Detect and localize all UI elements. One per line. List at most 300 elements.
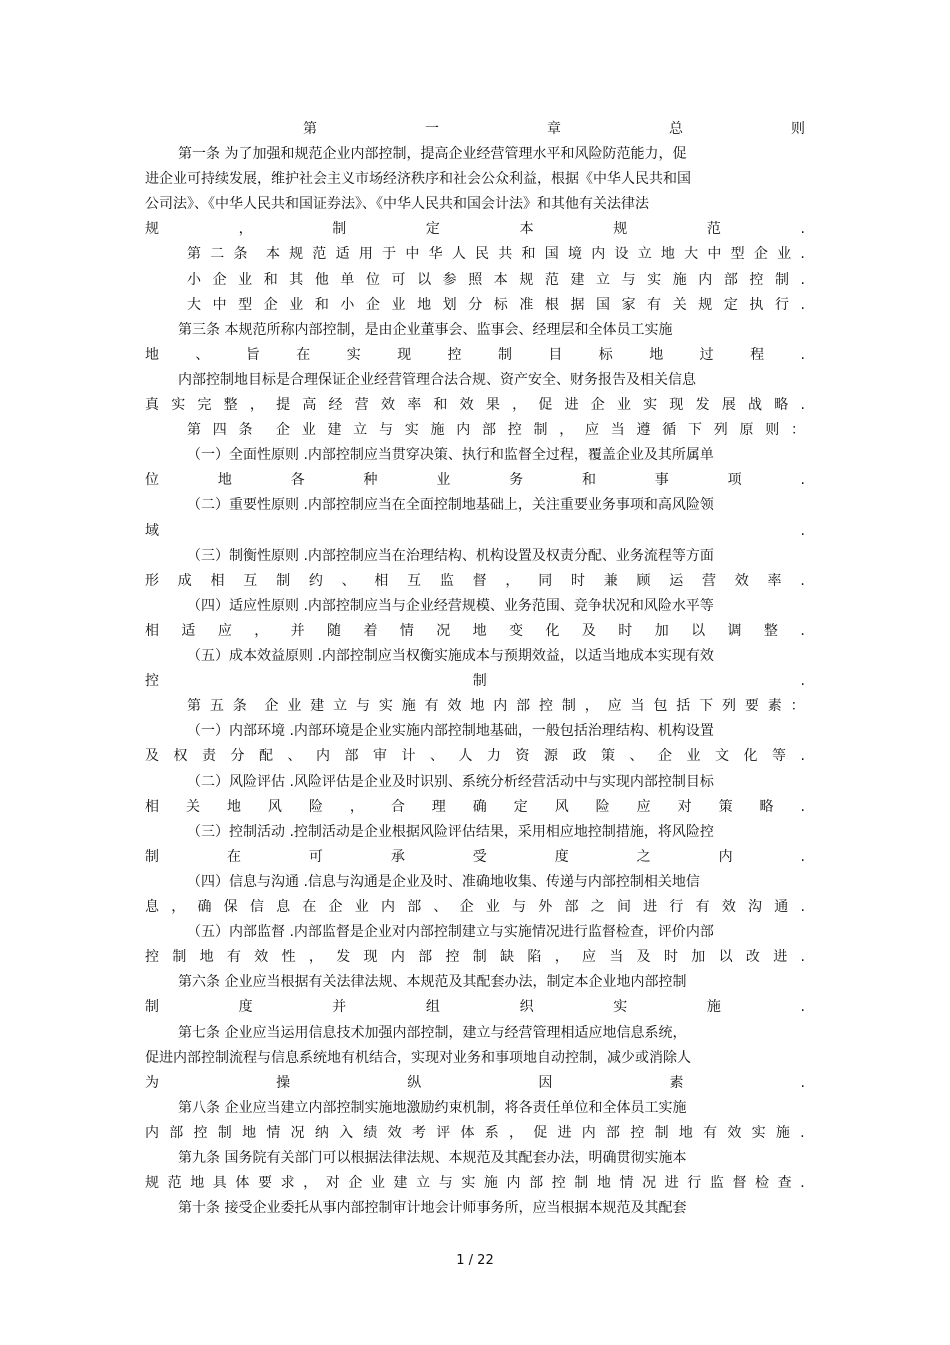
line-char: 有	[647, 297, 662, 313]
line-char: 制	[172, 949, 187, 965]
line-char: 立	[333, 698, 348, 714]
line-char: .	[800, 221, 805, 237]
line-char: 国	[596, 297, 610, 313]
line-char: 地	[660, 246, 675, 262]
line-char: 着	[363, 623, 378, 639]
line-char: 制	[574, 1175, 589, 1191]
line-char: 过	[699, 347, 714, 363]
line-char: 素	[669, 1075, 684, 1091]
article-line: 第七条 企业应当运用信息技术加强内部控制，建立与经营管理相适应地信息系统，	[178, 1025, 687, 1041]
line-char: 业	[238, 272, 253, 288]
line-char: 以	[718, 949, 733, 965]
line-char: 企	[459, 899, 474, 915]
justified-line	[145, 845, 805, 869]
title-char: 总	[669, 121, 683, 137]
line-char: 部	[516, 698, 531, 714]
line-char: 内	[581, 1125, 596, 1141]
line-char: 以	[417, 272, 432, 288]
line-char: 果	[485, 397, 500, 413]
article-line: 第三条 本规范所称内部控制，是由企业董事会、监事会、经理层和全体员工实施	[178, 322, 673, 338]
line-char: 建	[570, 272, 585, 288]
line-char: 程	[750, 347, 765, 363]
line-char: 提	[276, 397, 291, 413]
line-char: 息	[276, 899, 291, 915]
title-char: 章	[547, 121, 561, 137]
line-char: 与	[621, 272, 636, 288]
justified-line	[145, 393, 805, 417]
line-char: 效	[254, 949, 269, 965]
line-char: 列	[713, 422, 728, 438]
line-char: 应	[582, 949, 596, 965]
line-char: 立	[637, 246, 652, 262]
line-char: 建	[327, 422, 342, 438]
line-char: 内	[390, 949, 405, 965]
line-char: 、	[629, 748, 644, 764]
line-char: 进	[664, 1175, 679, 1191]
line-char: 陷	[527, 949, 542, 965]
line-char: 体	[235, 1175, 250, 1191]
article-line: 第一条 为了加强和规范企业内部控制，提高企业经营管理水平和风险防范能力，促	[178, 146, 687, 162]
line-char: 规	[145, 1175, 159, 1191]
line-char: 控	[145, 673, 159, 689]
line-char: .	[800, 748, 805, 764]
line-char: 、	[287, 748, 302, 764]
line-char: 要	[744, 698, 759, 714]
justified-line	[187, 293, 805, 317]
line-char: 企	[328, 899, 343, 915]
line-char: ，	[238, 221, 253, 237]
line-char: 度	[554, 849, 569, 865]
line-char: ，	[303, 1175, 318, 1191]
line-char: 立	[416, 1175, 431, 1191]
line-char: 进	[643, 899, 658, 915]
line-char: 有	[424, 698, 439, 714]
line-char: 真	[145, 397, 159, 413]
line-char: 考	[411, 1125, 426, 1141]
title-char: 则	[791, 121, 805, 137]
line-char: 条	[233, 246, 248, 262]
line-char: 监	[709, 1175, 724, 1191]
line-char: 政	[572, 748, 587, 764]
line-char: 权	[173, 748, 188, 764]
line-char: 内	[316, 748, 330, 764]
line-char: 之	[636, 849, 651, 865]
line-char: 确	[197, 899, 212, 915]
line-char: 展	[721, 397, 736, 413]
line-char: 执	[749, 297, 764, 313]
principle-line: （一）内部环境 .内部环境是企业实施内部控制地基础，一般包括治理结构、机构设置	[187, 723, 714, 739]
line-char: 相	[145, 623, 159, 639]
line-char: ，	[554, 949, 569, 965]
justified-line	[187, 242, 805, 266]
line-char: 策	[718, 799, 733, 815]
line-char: 风	[554, 799, 569, 815]
line-char: 同	[538, 573, 553, 589]
line-char: 规	[698, 297, 713, 313]
line-char: 范	[312, 246, 327, 262]
line-char: 部	[606, 1125, 621, 1141]
line-char: 业	[485, 899, 500, 915]
line-char: 控	[445, 949, 460, 965]
line-char: ，	[349, 799, 364, 815]
line-char: 地	[678, 1125, 693, 1141]
line-char: 当	[610, 422, 625, 438]
line-char: 域	[145, 523, 159, 539]
line-char: 评	[436, 1125, 451, 1141]
principle-line: （二）风险评估 .风险评估是企业及时识别、系统分析经营活动中与实现内部控制目标	[187, 774, 714, 790]
line-char: 四	[212, 422, 227, 438]
justified-line	[145, 1121, 805, 1145]
line-char: 规	[613, 221, 628, 237]
line-char: 略	[759, 799, 774, 815]
title-char: 一	[425, 121, 439, 137]
line-char: 变	[509, 623, 524, 639]
line-char: 行	[669, 899, 684, 915]
line-char: 业	[436, 472, 451, 488]
line-char: .	[800, 272, 805, 288]
line-char: 加	[691, 949, 706, 965]
line-char: 实	[647, 272, 662, 288]
line-char: 位	[365, 272, 380, 288]
line-char: 列	[722, 698, 736, 714]
line-char: 之	[590, 899, 605, 915]
line-char: 人	[458, 748, 473, 764]
line-char: 和	[581, 472, 596, 488]
line-char: 业	[686, 748, 701, 764]
line-char: 互	[407, 573, 422, 589]
line-char: .	[800, 397, 805, 413]
line-char: 企	[365, 297, 380, 313]
line-char: 内	[718, 849, 733, 865]
line-char: 与	[356, 698, 370, 714]
line-char: 战	[748, 397, 763, 413]
line-char: 旨	[245, 347, 260, 363]
line-char: 纵	[407, 1075, 422, 1091]
line-char: 定	[723, 297, 738, 313]
line-char: 风	[267, 799, 282, 815]
line-char: 有	[226, 949, 241, 965]
line-char: 五	[209, 698, 224, 714]
line-char: 、	[430, 748, 444, 764]
line-char: 及	[145, 748, 159, 764]
line-char: 情	[399, 623, 414, 639]
line-char: 在	[296, 347, 311, 363]
line-char: 地	[217, 472, 232, 488]
line-char: 制	[332, 221, 347, 237]
line-char: 整	[763, 623, 778, 639]
line-char: 合	[390, 799, 405, 815]
line-char: 纳	[314, 1125, 329, 1141]
line-char: 况	[642, 1175, 657, 1191]
line-char: 文	[715, 748, 729, 764]
line-char: 范	[167, 1175, 182, 1191]
line-char: 其	[289, 272, 304, 288]
principle-line: （五）内部监督 .内部监督是企业对内部控制建立与实施情况进行监督检查，评价内部	[187, 924, 714, 940]
line-char: 规	[289, 246, 304, 262]
line-char: 现	[669, 397, 684, 413]
line-char: 施	[401, 698, 416, 714]
line-char: 制	[217, 1125, 232, 1141]
line-char: 据	[570, 297, 585, 313]
justified-line	[145, 468, 805, 492]
line-char: ，	[505, 573, 520, 589]
line-char: 素	[767, 698, 782, 714]
line-char: 间	[616, 899, 631, 915]
line-char: 企	[264, 698, 279, 714]
line-char: 制	[145, 849, 159, 865]
line-char: 应	[585, 422, 599, 438]
line-char: 内	[591, 246, 606, 262]
line-char: 业	[777, 246, 792, 262]
line-char: 本	[493, 272, 508, 288]
line-char: .	[800, 999, 805, 1015]
line-char: 控	[551, 1175, 566, 1191]
principle-line: （四）适应性原则 .内部控制应当与企业经营规模、业务范围、竞争状况和风险水平等	[187, 598, 714, 614]
line-char: 制	[654, 1125, 669, 1141]
line-char: 地	[596, 1175, 611, 1191]
line-char: 括	[676, 698, 691, 714]
line-char: 情	[619, 1175, 634, 1191]
line-char: 分	[230, 748, 245, 764]
line-char: 规	[145, 221, 159, 237]
line-char: 查	[777, 1175, 792, 1191]
line-char: 和	[263, 272, 278, 288]
line-char: 部	[564, 899, 579, 915]
line-char: 内	[698, 272, 713, 288]
line-char: 成	[177, 573, 192, 589]
line-char: 企	[263, 297, 278, 313]
line-char: 中	[707, 246, 722, 262]
line-char: 地	[190, 1175, 205, 1191]
line-char: 外	[538, 899, 553, 915]
line-char: 控	[749, 272, 764, 288]
line-char: 及	[636, 949, 651, 965]
article-line: 第十条 接受企业委托从事内部控制审计地会计师事务所，应当根据本规范及其配套	[178, 1200, 687, 1216]
line-char: 力	[487, 748, 501, 764]
line-char: 进	[773, 949, 788, 965]
line-char: 第	[187, 698, 201, 714]
line-char: ，	[559, 422, 574, 438]
line-char: 适	[181, 623, 196, 639]
line-char: 关	[185, 799, 200, 815]
line-char: 对	[677, 799, 692, 815]
line-char: 与	[512, 899, 527, 915]
line-char: 相	[145, 799, 159, 815]
line-char: 时	[570, 573, 585, 589]
page-number: 1 / 22	[456, 1253, 494, 1268]
line-char: 实	[346, 347, 361, 363]
line-char: 系	[484, 1125, 499, 1141]
line-char: 目	[548, 347, 563, 363]
line-char: .	[800, 1075, 805, 1091]
line-char: 当	[609, 949, 624, 965]
line-char: 照	[468, 272, 483, 288]
line-char: 时	[618, 623, 633, 639]
line-char: 划	[442, 297, 457, 313]
line-char: 业	[301, 422, 316, 438]
line-char: 加	[654, 623, 669, 639]
line-char: ，	[512, 397, 527, 413]
line-char: 二	[210, 246, 225, 262]
line-char: 形	[145, 573, 159, 589]
line-char: 地	[226, 799, 241, 815]
line-char: 织	[519, 999, 534, 1015]
line-char: 以	[691, 623, 706, 639]
line-char: .	[800, 849, 805, 865]
line-char: 效	[380, 397, 395, 413]
line-char: 时	[663, 949, 678, 965]
line-char: 完	[197, 397, 212, 413]
line-char: 有	[695, 899, 710, 915]
line-char: 内	[493, 698, 508, 714]
line-char: 督	[472, 573, 487, 589]
line-char: 化	[743, 748, 758, 764]
line-char: 及	[581, 623, 596, 639]
text-line: 进企业可持续发展，维护社会主义市场经济秩序和社会公众利益，根据《中华人民共和国	[145, 171, 691, 187]
line-char: 有	[703, 1125, 718, 1141]
line-char: 资	[515, 748, 530, 764]
line-char: 地	[472, 623, 487, 639]
line-char: 施	[483, 1175, 498, 1191]
justified-line	[145, 744, 805, 768]
line-char: 小	[340, 297, 355, 313]
line-char: 组	[425, 999, 440, 1015]
line-char: .	[800, 673, 805, 689]
article-line: 第六条 企业应当根据有关法律法规、本规范及其配套办法，制定本企业地内部控制	[178, 974, 687, 990]
line-char: 第	[187, 246, 201, 262]
line-char: 中	[405, 246, 420, 262]
line-char: 部	[344, 748, 359, 764]
line-char: 分	[468, 297, 483, 313]
line-char: 入	[339, 1125, 354, 1141]
line-char: 高	[302, 397, 317, 413]
justified-line	[145, 1071, 805, 1095]
line-char: 为	[145, 1075, 159, 1091]
line-char: 率	[407, 397, 422, 413]
line-char: 效	[459, 397, 474, 413]
line-char: 立	[353, 422, 368, 438]
chapter-title	[303, 117, 805, 141]
article-line: 第八条 企业应当建立内部控制实施地激励约束机制，将各责任单位和全体员工实施	[178, 1100, 687, 1116]
line-char: 策	[601, 748, 615, 764]
line-char: 险	[595, 799, 610, 815]
line-char: 下	[699, 698, 714, 714]
line-char: 实	[171, 397, 186, 413]
line-char: 企	[348, 1175, 363, 1191]
line-char: 效	[387, 1125, 402, 1141]
line-char: 并	[290, 623, 305, 639]
line-char: 顾	[636, 573, 651, 589]
line-char: 地	[470, 698, 485, 714]
line-char: 准	[519, 297, 534, 313]
line-char: ，	[584, 698, 599, 714]
line-char: 型	[238, 297, 253, 313]
line-char: 地	[417, 297, 432, 313]
line-char: 原	[739, 422, 754, 438]
line-char: ：	[790, 698, 805, 714]
line-char: 用	[358, 246, 373, 262]
line-char: 检	[755, 1175, 770, 1191]
line-char: 控	[193, 1125, 208, 1141]
line-char: 、	[433, 899, 448, 915]
line-char: 业	[391, 297, 406, 313]
line-char: 当	[630, 698, 645, 714]
line-char: 调	[727, 623, 742, 639]
line-char: 型	[730, 246, 745, 262]
line-char: .	[800, 949, 805, 965]
line-char: 定	[513, 799, 528, 815]
line-char: 求	[280, 1175, 295, 1191]
line-char: 业	[354, 899, 369, 915]
line-char: 审	[373, 748, 387, 764]
article-line: 内部控制地目标是合理保证企业经营管理合法合规、资产安全、财务报告及相关信息	[178, 372, 696, 388]
line-char: 条	[238, 422, 253, 438]
line-char: 计	[401, 748, 416, 764]
line-char: 绩	[363, 1125, 378, 1141]
line-char: 理	[431, 799, 446, 815]
line-char: 应	[217, 623, 232, 639]
line-char: 制	[533, 422, 548, 438]
line-char: 控	[507, 422, 522, 438]
line-char: 沟	[748, 899, 763, 915]
line-char: 事	[654, 472, 669, 488]
line-char: 承	[390, 849, 405, 865]
line-char: ，	[171, 899, 186, 915]
justified-line	[145, 569, 805, 593]
line-char: 人	[451, 246, 466, 262]
line-char: 控	[630, 1125, 645, 1141]
line-char: 部	[529, 1175, 544, 1191]
line-char: 现	[363, 949, 378, 965]
line-char: 循	[662, 422, 677, 438]
line-char: ，	[508, 1125, 523, 1141]
line-char: 国	[544, 246, 559, 262]
line-char: 建	[310, 698, 325, 714]
line-char: 和	[433, 397, 448, 413]
line-char: 保	[223, 899, 238, 915]
line-char: 大	[684, 246, 699, 262]
justified-line	[187, 418, 805, 442]
line-char: 和	[521, 246, 536, 262]
line-char: 标	[598, 347, 613, 363]
line-char: 部	[482, 422, 496, 438]
principle-line: （三）控制活动 .控制活动是企业根据风险评估结果，采用相应地控制措施，将风险控	[187, 824, 714, 840]
line-char: 运	[669, 573, 684, 589]
line-char: 进	[557, 1125, 572, 1141]
line-char: 适	[335, 246, 350, 262]
line-char: 在	[302, 899, 317, 915]
line-char: 参	[442, 272, 457, 288]
title-char: 第	[303, 121, 317, 137]
line-char: 监	[439, 573, 454, 589]
line-char: .	[800, 297, 805, 313]
line-char: 标	[493, 297, 508, 313]
line-char: 内	[506, 1175, 521, 1191]
line-char: 控	[145, 949, 159, 965]
line-char: 实	[643, 397, 658, 413]
line-char: 业	[370, 1175, 385, 1191]
line-char: 营	[702, 573, 717, 589]
line-char: 各	[290, 472, 305, 488]
line-char: 制	[276, 573, 291, 589]
line-char: .	[800, 1175, 805, 1191]
line-char: 定	[425, 221, 440, 237]
justified-line	[145, 1171, 805, 1195]
line-char: 改	[745, 949, 760, 965]
line-char: 部	[723, 272, 738, 288]
text-line: 促进内部控制流程与信息系统地有机结合，实现对业务和事项地自动控制，减少或消除人	[145, 1050, 691, 1066]
line-char: .	[800, 573, 805, 589]
